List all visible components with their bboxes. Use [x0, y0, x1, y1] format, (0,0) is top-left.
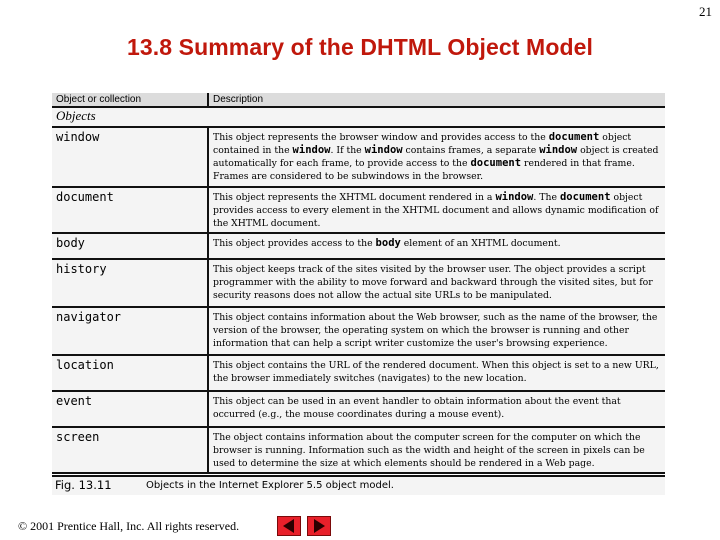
figure-objects-table	[52, 93, 665, 495]
object-description-cell	[208, 391, 665, 427]
description-text: This object can be used in an event handler to obtain information about the event that occurred (e.g., the mouse coordinates during a mouse event).	[213, 396, 621, 420]
description-text: object contained in the	[213, 132, 632, 156]
objects-table-body	[52, 93, 665, 473]
header-object-or-collection: Object or collection	[52, 93, 208, 107]
object-description-cell	[208, 259, 665, 307]
object-name: history	[56, 262, 107, 276]
object-description	[213, 235, 661, 250]
code-term: window	[539, 144, 578, 156]
description-text: element of an XHTML document.	[400, 238, 561, 249]
next-arrow-icon	[308, 517, 330, 535]
object-description-cell	[208, 355, 665, 391]
table-header-row	[52, 93, 665, 107]
object-name: body	[56, 236, 85, 250]
object-description	[213, 429, 661, 470]
object-name: screen	[56, 430, 100, 444]
code-term: window	[495, 191, 534, 203]
description-text: This object contains the URL of the rendered document. When this object is set to a new URL, the browser immediately switches (navigates) to the new location.	[213, 360, 659, 384]
section-row-objects	[52, 107, 665, 127]
object-name: location	[56, 358, 114, 372]
object-name: window	[56, 130, 100, 144]
description-text: This object represents the browser window and provides access to the	[213, 132, 549, 143]
object-name-cell	[52, 259, 208, 307]
description-text: contains frames, a separate	[402, 145, 540, 156]
object-name-cell	[52, 391, 208, 427]
object-name-cell	[52, 233, 208, 259]
object-description	[213, 309, 661, 350]
code-term: document	[548, 131, 600, 143]
section-label: Objects	[52, 107, 665, 127]
code-term: window	[292, 144, 331, 156]
object-name: navigator	[56, 310, 122, 324]
description-text: This object represents the XHTML document rendered in a	[213, 192, 496, 203]
code-term: window	[364, 144, 403, 156]
object-description	[213, 393, 661, 421]
code-term: body	[375, 237, 401, 249]
object-name-cell	[52, 187, 208, 233]
table-row-window	[52, 127, 665, 187]
copyright-notice: © 2001 Prentice Hall, Inc. All rights reserved.	[18, 519, 240, 533]
figure-number: Fig. 13.11	[55, 478, 112, 492]
object-description	[213, 129, 661, 183]
previous-slide-button[interactable]	[277, 516, 301, 536]
object-name-cell	[52, 127, 208, 187]
description-text: This object provides access to the	[213, 238, 376, 249]
table-row-navigator	[52, 307, 665, 355]
table-row-body	[52, 233, 665, 259]
code-term: document	[559, 191, 611, 203]
table-row-event	[52, 391, 665, 427]
header-description: Description	[208, 93, 665, 107]
object-description	[213, 357, 661, 385]
object-name-cell	[52, 307, 208, 355]
next-slide-button[interactable]	[307, 516, 331, 536]
object-description-cell	[208, 187, 665, 233]
description-text: This object keeps track of the sites visited by the browser user. The object provides a script programmer with the ability to move forward and backward through the visited sites, but for security reasons does not allow the actual site URLs to be manipulated.	[213, 264, 653, 301]
object-description	[213, 189, 661, 230]
description-text: rendered in that frame. Frames are considered to be subwindows in the browser.	[213, 158, 635, 182]
code-term: document	[470, 157, 522, 169]
page-number: 21	[699, 4, 712, 19]
description-text: This object contains information about the Web browser, such as the name of the browser, the version of the browser, the operating system on which the browser is running and other information that can help a script writer customize the user's browsing experience.	[213, 312, 658, 349]
slide-title: 13.8 Summary of the DHTML Object Model	[126, 34, 593, 60]
description-text: . The	[533, 192, 560, 203]
table-row-document	[52, 187, 665, 233]
object-description-cell	[208, 233, 665, 259]
object-description-cell	[208, 427, 665, 473]
figure-caption	[52, 475, 665, 495]
previous-arrow-icon	[278, 517, 300, 535]
object-description-cell	[208, 307, 665, 355]
object-name-cell	[52, 355, 208, 391]
description-text: The object contains information about the computer screen for the computer on which the browser is running. Information such as the width and height of the screen in pixels can be used to determine the size at which elements should be rendered in a Web page.	[213, 432, 645, 469]
object-description-cell	[208, 127, 665, 187]
description-text: object provides access to every element in the XHTML document and allows dynamic modification of the XHTML document.	[213, 192, 659, 229]
object-description	[213, 261, 661, 302]
object-name-cell	[52, 427, 208, 473]
objects-table	[52, 93, 665, 474]
object-name: event	[56, 394, 93, 408]
object-name: document	[56, 190, 114, 204]
table-row-location	[52, 355, 665, 391]
table-row-history	[52, 259, 665, 307]
table-row-screen	[52, 427, 665, 473]
description-text: . If the	[330, 145, 365, 156]
description-text: object is created automatically for each frame, to provide access to the	[213, 145, 659, 169]
figure-caption-text: Objects in the Internet Explorer 5.5 object model.	[146, 480, 394, 491]
